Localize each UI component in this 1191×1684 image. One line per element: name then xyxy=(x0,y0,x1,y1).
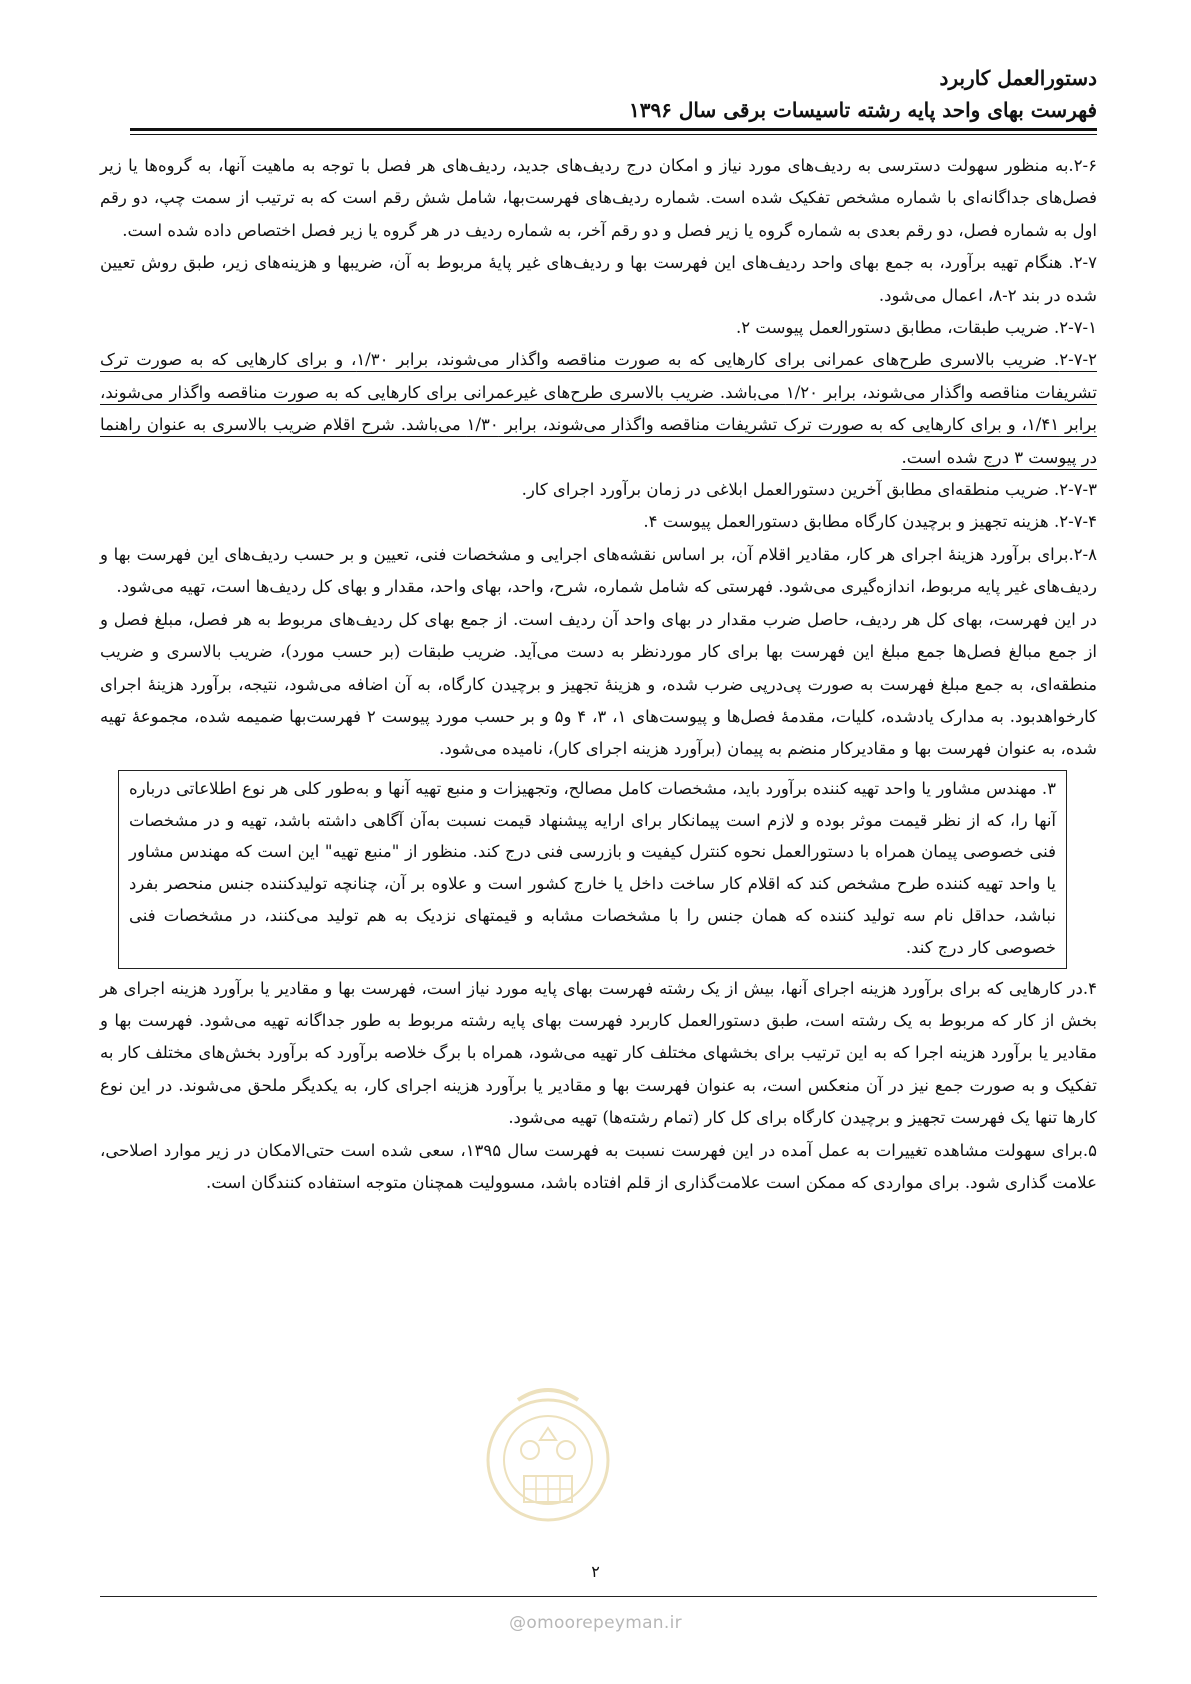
header-subtitle: فهرست بهای واحد پایه رشته تاسیسات برقی سال ۱۳۹۶ xyxy=(628,98,1097,122)
paragraph-2-6: ۲-۶.به منظور سهولت دسترسی به ردیف‌های مورد نیاز و امکان درج ردیف‌های جدید، ردیف‌های هر فصل با توجه به ماهیت آنها، به گروه‌ها یا زیر فصل‌های جداگانه‌ای با شماره مشخص تفکیک شده است. شماره ردیف‌های فهرست‌بها، شامل شش رقم است که به ترتیب از سمت چپ، دو رقم اول به شماره فصل، دو رقم بعدی به شماره گروه یا زیر فصل و دو رقم آخر، به شماره ردیف در هر گروه یا زیر فصل اختصاص داده شده است. xyxy=(100,156,1097,240)
paragraph-2-7-1: ۲-۷-۱. ضریب طبقات، مطابق دستورالعمل پیوست ۲. xyxy=(736,318,1097,338)
header-rule-thin xyxy=(130,134,1097,135)
changed-section xyxy=(100,344,1097,474)
page-number: ۲ xyxy=(591,1562,600,1581)
paragraph-4: ۴.در کارهایی که برای برآورد هزینه اجرای آنها، بیش از یک رشته فهرست بهای پایه مورد نیاز است، فهرست بها و مقادیر یا برآورد هزینه اجرای هر بخش از کار که مربوط به یک رشته است، طبق دستورالعمل کاربرد فهرست بهای پایه رشته مربوط به طور جداگانه تهیه می‌شود. فهرست بها و مقادیر یا برآورد هزینه اجرا که به این ترتیب برای بخشهای مختلف کار تهیه می‌شود، همراه با برگ خلاصه برآورد که برآورد بخش‌های مختلف کار به تفکیک و به صورت جمع نیز در آن منعکس است، به عنوان فهرست بها و مقادیر یا برآورد هزینه اجرای کار، به یکدیگر ملحق می‌شوند. در این نوع کارها تنها یک فهرست تجهیز و برچیدن کارگاه برای کل کار (تمام رشته‌ها) تهیه می‌شود. xyxy=(100,978,1097,1128)
seal-stamp-icon xyxy=(478,1380,618,1530)
paragraph-5: ۵.برای سهولت مشاهده تغییرات به عمل آمده در این فهرست نسبت به فهرست سال ۱۳۹۵، سعی شده است حتی‌الامکان در زیر موارد اصلاحی، علامت گذاری شود. برای مواردی که ممکن است علامت‌گذاری از قلم افتاده باشد، مسوولیت همچنان متوجه استفاده کنندگان است. xyxy=(100,1140,1097,1192)
boxed-note xyxy=(118,770,1067,969)
header-rule-thick xyxy=(130,128,1097,131)
paragraph-3: ۳. مهندس مشاور یا واحد تهیه کننده برآورد باید، مشخصات کامل مصالح، وتجهیزات و منبع تهیه آنها و به‌طور کلی هر نوع اطلاعاتی درباره آنها را، که از نظر قیمت موثر بوده و لازم است پیمانکار برای ارایه پیشنهاد قیمت نسبت به‌آن آگاهی داشته باشد، تهیه و در مشخصات فنی خصوصی پیمان همراه با دستورالعمل نحوه کنترل کیفیت و بازرسی فنی درج کند. منظور از "منبع تهیه" این است که مهندس مشاور یا واحد تهیه کننده طرح مشخص کند که اقلام کار ساخت داخل یا خارج کشور است و علاوه بر آن، چنانچه تولیدکننده جنس منحصر بفرد نباشد، حداقل نام سه تولید کننده که همان جنس را با مشخصات مشابه و قیمتهای نزدیک به هم تولید می‌کنند، در مشخصات فنی خصوصی کار درج کند. xyxy=(129,778,1056,957)
page-header xyxy=(130,62,1097,126)
header-title: دستورالعمل کاربرد xyxy=(939,66,1097,90)
watermark-text: @omoorepeyman.ir xyxy=(509,1613,682,1633)
paragraph-2-7-2: ۲-۷-۲. ضریب بالاسری طرح‌های عمرانی برای کارهایی که به صورت مناقصه واگذار می‌شوند، برابر ۱/۳۰، و برای کارهایی که به صورت ترک تشریفات مناقصه واگذار می‌شوند، برابر ۱/۲۰ می‌باشد. ضریب بالاسری طرح‌های غیرعمرانی برای کارهایی که به صورت مناقصه واگذار می‌شوند، برابر ۱/۴۱، و برای کارهایی که به صورت ترک تشریفات مناقصه واگذار می‌شوند، برابر ۱/۳۰ می‌باشد. شرح اقلام ضریب بالاسری به عنوان راهنما در پیوست ۳ درج شده است. xyxy=(100,350,1097,467)
paragraph-2-8-continued: در این فهرست، بهای کل هر ردیف، حاصل ضرب مقدار در بهای واحد آن ردیف است. از جمع بهای کل ردیف‌های مربوط به هر فصل، مبلغ فصل و از جمع مبالغ فصل‌ها جمع مبلغ این فهرست بها برای کار موردنظر به دست می‌آید. ضریب طبقات (بر حسب مورد)، ضریب بالاسری و ضریب منطقه‌ای، به جمع مبلغ فهرست به صورت پی‌درپی ضرب شده، و هزینهٔ تجهیز و برچیدن کارگاه، به آن اضافه می‌شود، نتیجه، برآورد هزینهٔ اجرای کارخواهدبود. به مدارک یادشده، کلیات، مقدمهٔ فصل‌ها و پیوست‌های ۱، ۳، ۴ و۵ و بر حسب مورد پیوست ۲ فهرست‌بها ضمیمه شده، مجموعهٔ تهیه شده، به عنوان فهرست بها و مقادیرکار منضم به پیمان (برآورد هزینه اجرای کار)، نامیده می‌شود. xyxy=(100,609,1097,759)
paragraph-2-8: ۲-۸.برای برآورد هزینهٔ اجرای هر کار، مقادیر اقلام آن، بر اساس نقشه‌های اجرایی و مشخصات فنی، تعیین و بر حسب ردیف‌های این فهرست بها و ردیف‌های غیر پایه مربوط، اندازه‌گیری می‌شود. فهرستی که شامل شماره، شرح، واحد، بهای واحد، مقدار و بهای کل ردیف‌ها است، تهیه می‌شود. xyxy=(100,544,1097,597)
paragraph-2-7-4: ۲-۷-۴. هزینه تجهیز و برچیدن کارگاه مطابق دستورالعمل پیوست ۴. xyxy=(643,512,1097,532)
document-body xyxy=(100,150,1097,1199)
footer-rule xyxy=(100,1596,1097,1597)
paragraph-2-7: ۲-۷. هنگام تهیه برآورد، به جمع بهای واحد ردیف‌های این فهرست بها و ردیف‌های غیر پایهٔ مربوط به آن، ضریبها و هزینه‌های زیر، طبق روش تعیین شده در بند ۲-۸، اعمال می‌شود. xyxy=(100,253,1097,305)
paragraph-2-7-3: ۲-۷-۳. ضریب منطقه‌ای مطابق آخرین دستورالعمل ابلاغی در زمان برآورد اجرای کار. xyxy=(521,480,1097,500)
